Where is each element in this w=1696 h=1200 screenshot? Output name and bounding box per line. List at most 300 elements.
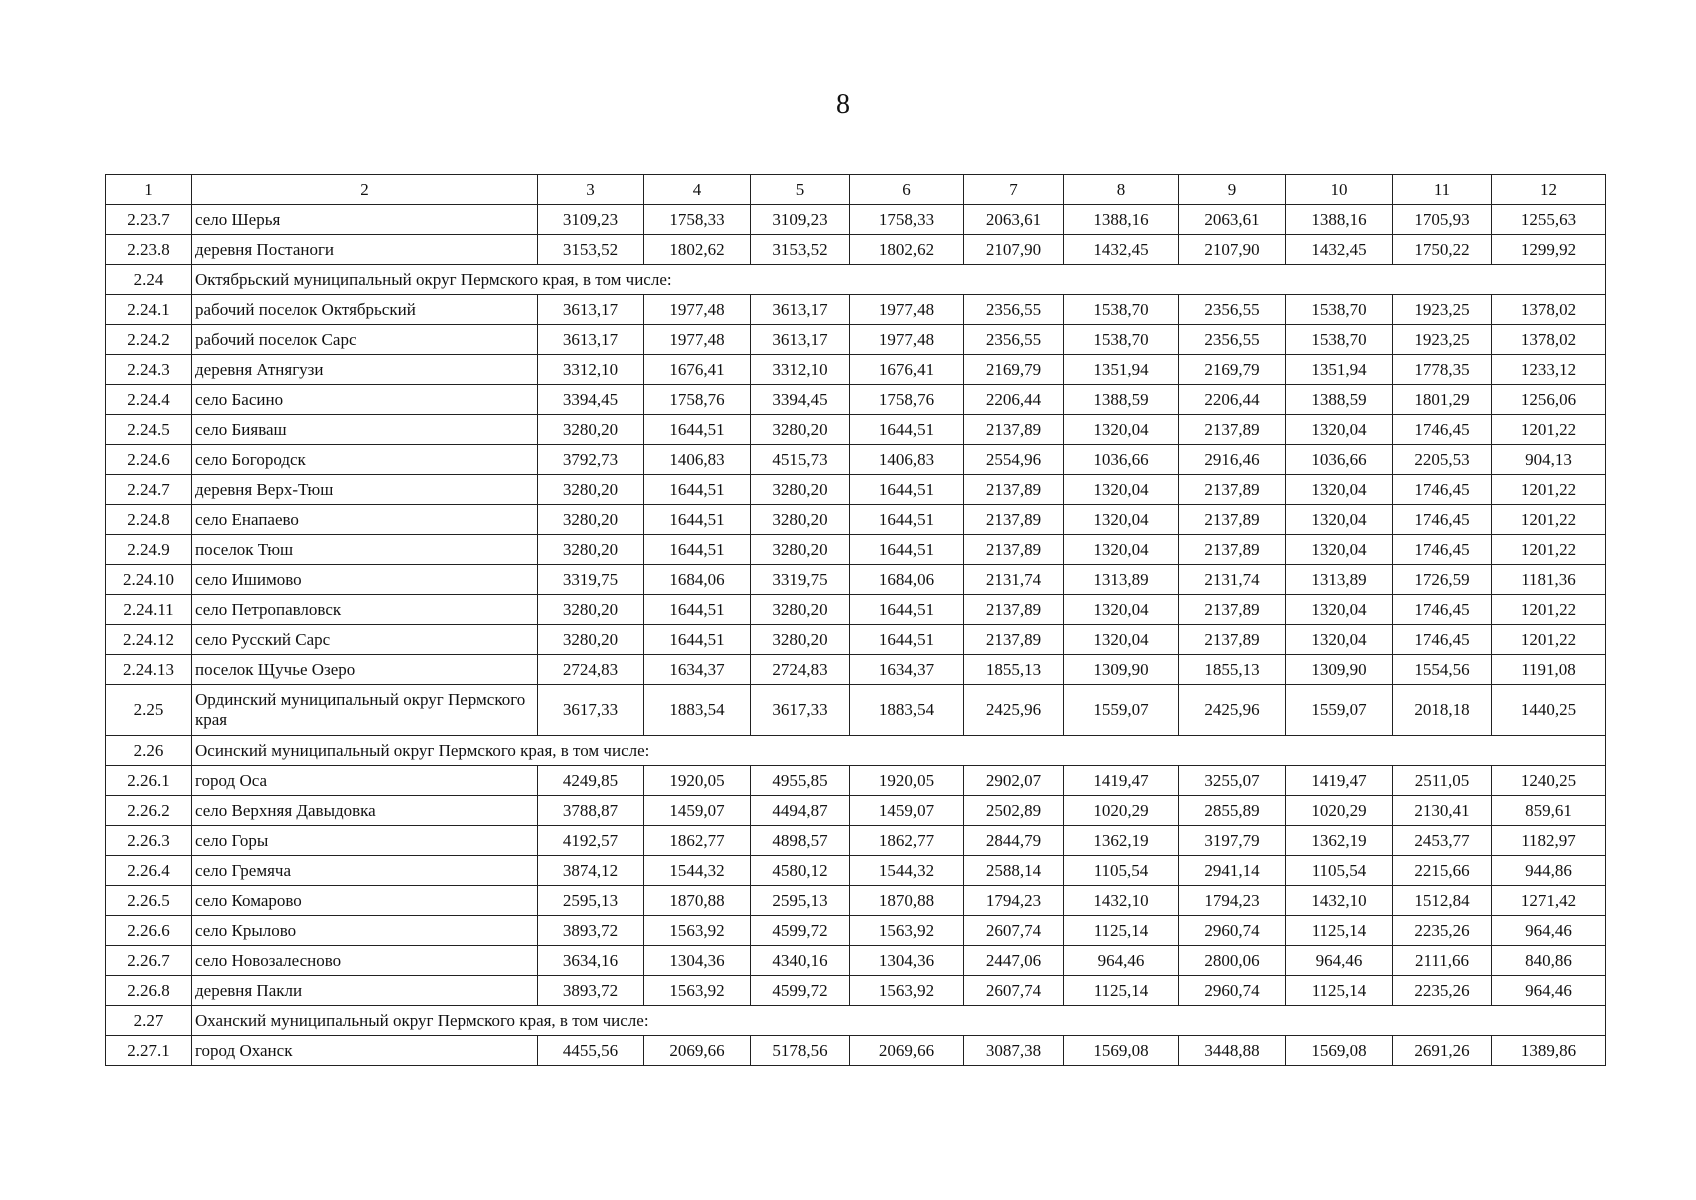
tariff-value-cell: 2356,55 xyxy=(1179,325,1286,355)
tariff-value-cell: 1920,05 xyxy=(644,766,751,796)
row-number: 2.25 xyxy=(106,685,192,736)
tariff-value-cell: 1644,51 xyxy=(850,535,964,565)
tariff-value-cell: 1644,51 xyxy=(644,505,751,535)
tariff-value-cell: 2169,79 xyxy=(964,355,1064,385)
settlement-name: село Верхняя Давыдовка xyxy=(192,796,538,826)
settlement-name: рабочий поселок Октябрьский xyxy=(192,295,538,325)
tariff-value-cell: 1320,04 xyxy=(1064,505,1179,535)
row-number: 2.24.3 xyxy=(106,355,192,385)
table-row xyxy=(106,295,1606,325)
tariff-value-cell: 2069,66 xyxy=(644,1036,751,1066)
tariff-value-cell: 3280,20 xyxy=(751,625,850,655)
tariff-value-cell: 3109,23 xyxy=(538,205,644,235)
tariff-value-cell: 2595,13 xyxy=(538,886,644,916)
settlement-name: деревня Пакли xyxy=(192,976,538,1006)
tariff-value-cell: 1758,33 xyxy=(644,205,751,235)
tariff-value-cell: 2607,74 xyxy=(964,916,1064,946)
tariff-value-cell: 1862,77 xyxy=(850,826,964,856)
tariff-value-cell: 1802,62 xyxy=(850,235,964,265)
tariff-value-cell: 1563,92 xyxy=(850,976,964,1006)
tariff-value-cell: 3613,17 xyxy=(751,325,850,355)
tariff-value-cell: 2137,89 xyxy=(964,535,1064,565)
tariff-value-cell: 4515,73 xyxy=(751,445,850,475)
tariff-value-cell: 2137,89 xyxy=(964,475,1064,505)
tariff-value-cell: 1378,02 xyxy=(1492,325,1606,355)
tariff-value-cell: 3788,87 xyxy=(538,796,644,826)
row-number: 2.26.2 xyxy=(106,796,192,826)
tariff-value-cell: 2206,44 xyxy=(1179,385,1286,415)
tariff-value-cell: 964,46 xyxy=(1492,976,1606,1006)
tariff-value-cell: 1644,51 xyxy=(850,505,964,535)
tariff-value-cell: 1758,33 xyxy=(850,205,964,235)
tariff-value-cell: 1320,04 xyxy=(1286,505,1393,535)
settlement-name: поселок Тюш xyxy=(192,535,538,565)
tariff-value-cell: 2960,74 xyxy=(1179,976,1286,1006)
tariff-value-cell: 1554,56 xyxy=(1393,655,1492,685)
tariff-value-cell: 1304,36 xyxy=(644,946,751,976)
tariff-value-cell: 1644,51 xyxy=(644,595,751,625)
settlement-name: село Бияваш xyxy=(192,415,538,445)
row-number: 2.24.12 xyxy=(106,625,192,655)
settlement-name: село Енапаево xyxy=(192,505,538,535)
tariff-value-cell: 1320,04 xyxy=(1064,535,1179,565)
tariff-value-cell: 1240,25 xyxy=(1492,766,1606,796)
column-number-header: 9 xyxy=(1179,175,1286,205)
row-number: 2.24 xyxy=(106,265,192,295)
tariff-value-cell: 1201,22 xyxy=(1492,475,1606,505)
tariff-value-cell: 2018,18 xyxy=(1393,685,1492,736)
tariff-value-cell: 1750,22 xyxy=(1393,235,1492,265)
tariff-value-cell: 3280,20 xyxy=(538,625,644,655)
table-row xyxy=(106,625,1606,655)
tariff-value-cell: 3613,17 xyxy=(538,295,644,325)
tariff-value-cell: 1271,42 xyxy=(1492,886,1606,916)
tariff-value-cell: 1036,66 xyxy=(1286,445,1393,475)
row-number: 2.24.4 xyxy=(106,385,192,415)
tariff-value-cell: 3312,10 xyxy=(538,355,644,385)
tariff-value-cell: 2425,96 xyxy=(1179,685,1286,736)
tariff-value-cell: 1255,63 xyxy=(1492,205,1606,235)
tariff-value-cell: 4599,72 xyxy=(751,916,850,946)
tariff-value-cell: 2107,90 xyxy=(1179,235,1286,265)
table-row xyxy=(106,355,1606,385)
tariff-value-cell: 3634,16 xyxy=(538,946,644,976)
section-row xyxy=(106,265,1606,295)
tariff-value-cell: 3874,12 xyxy=(538,856,644,886)
tariff-value-cell: 2724,83 xyxy=(538,655,644,685)
tariff-value-cell: 1440,25 xyxy=(1492,685,1606,736)
tariff-value-cell: 2554,96 xyxy=(964,445,1064,475)
table-row xyxy=(106,385,1606,415)
tariff-value-cell: 1406,83 xyxy=(644,445,751,475)
tariff-value-cell: 2235,26 xyxy=(1393,916,1492,946)
tariff-value-cell: 1758,76 xyxy=(850,385,964,415)
tariff-value-cell: 3280,20 xyxy=(538,535,644,565)
tariff-value-cell: 1362,19 xyxy=(1064,826,1179,856)
tariff-value-cell: 4455,56 xyxy=(538,1036,644,1066)
tariff-value-cell: 1459,07 xyxy=(850,796,964,826)
settlement-name: деревня Верх-Тюш xyxy=(192,475,538,505)
tariff-value-cell: 1569,08 xyxy=(1286,1036,1393,1066)
tariff-value-cell: 1676,41 xyxy=(850,355,964,385)
tariff-value-cell: 2063,61 xyxy=(1179,205,1286,235)
tariff-value-cell: 2691,26 xyxy=(1393,1036,1492,1066)
tariff-value-cell: 1923,25 xyxy=(1393,295,1492,325)
row-number: 2.26.8 xyxy=(106,976,192,1006)
row-number: 2.26.5 xyxy=(106,886,192,916)
tariff-value-cell: 2137,89 xyxy=(964,415,1064,445)
tariff-value-cell: 1313,89 xyxy=(1064,565,1179,595)
settlement-name: деревня Атнягузи xyxy=(192,355,538,385)
tariff-value-cell: 1320,04 xyxy=(1286,625,1393,655)
tariff-value-cell: 2215,66 xyxy=(1393,856,1492,886)
tariff-value-cell: 3319,75 xyxy=(751,565,850,595)
settlement-name: село Горы xyxy=(192,826,538,856)
settlement-name: рабочий поселок Сарс xyxy=(192,325,538,355)
tariff-value-cell: 1538,70 xyxy=(1064,325,1179,355)
settlement-name: Ординский муниципальный округ Пермского края xyxy=(192,685,538,736)
column-number-header: 3 xyxy=(538,175,644,205)
tariff-value-cell: 1538,70 xyxy=(1286,295,1393,325)
tariff-value-cell: 3617,33 xyxy=(538,685,644,736)
settlement-name: село Богородск xyxy=(192,445,538,475)
section-title: Осинский муниципальный округ Пермского края, в том числе: xyxy=(192,736,1606,766)
tariff-value-cell: 1299,92 xyxy=(1492,235,1606,265)
tariff-value-cell: 1855,13 xyxy=(1179,655,1286,685)
tariff-value-cell: 1746,45 xyxy=(1393,595,1492,625)
column-number-header: 10 xyxy=(1286,175,1393,205)
tariff-value-cell: 1544,32 xyxy=(644,856,751,886)
settlement-name: город Оса xyxy=(192,766,538,796)
tariff-value-cell: 3613,17 xyxy=(538,325,644,355)
row-number: 2.24.5 xyxy=(106,415,192,445)
table-row xyxy=(106,565,1606,595)
tariff-value-cell: 4898,57 xyxy=(751,826,850,856)
settlement-name: село Гремяча xyxy=(192,856,538,886)
tariff-value-cell: 904,13 xyxy=(1492,445,1606,475)
tariff-value-cell: 1794,23 xyxy=(964,886,1064,916)
tariff-value-cell: 3613,17 xyxy=(751,295,850,325)
tariff-value-cell: 4249,85 xyxy=(538,766,644,796)
tariff-value-cell: 2137,89 xyxy=(1179,595,1286,625)
tariff-value-cell: 1388,59 xyxy=(1286,385,1393,415)
tariff-value-cell: 1125,14 xyxy=(1064,916,1179,946)
tariff-value-cell: 1862,77 xyxy=(644,826,751,856)
tariff-value-cell: 1802,62 xyxy=(644,235,751,265)
table-row xyxy=(106,475,1606,505)
tariff-value-cell: 2502,89 xyxy=(964,796,1064,826)
tariff-value-cell: 3280,20 xyxy=(751,505,850,535)
tariff-value-cell: 3280,20 xyxy=(538,475,644,505)
tariff-value-cell: 1559,07 xyxy=(1064,685,1179,736)
tariff-value-cell: 1320,04 xyxy=(1064,475,1179,505)
tariff-value-cell: 1538,70 xyxy=(1286,325,1393,355)
tariff-value-cell: 1201,22 xyxy=(1492,535,1606,565)
settlement-name: село Басино xyxy=(192,385,538,415)
tariff-value-cell: 3893,72 xyxy=(538,976,644,1006)
tariff-value-cell: 2107,90 xyxy=(964,235,1064,265)
tariff-value-cell: 1201,22 xyxy=(1492,415,1606,445)
table-row xyxy=(106,595,1606,625)
tariff-value-cell: 1923,25 xyxy=(1393,325,1492,355)
tariff-value-cell: 1320,04 xyxy=(1064,595,1179,625)
tariff-value-cell: 3255,07 xyxy=(1179,766,1286,796)
tariff-value-cell: 3280,20 xyxy=(751,475,850,505)
settlement-name: село Шерья xyxy=(192,205,538,235)
tariff-value-cell: 2063,61 xyxy=(964,205,1064,235)
row-number: 2.23.8 xyxy=(106,235,192,265)
tariff-value-cell: 1726,59 xyxy=(1393,565,1492,595)
tariff-value-cell: 2137,89 xyxy=(964,595,1064,625)
tariff-value-cell: 4192,57 xyxy=(538,826,644,856)
tariff-value-cell: 1563,92 xyxy=(644,976,751,1006)
row-number: 2.24.9 xyxy=(106,535,192,565)
tariff-value-cell: 1105,54 xyxy=(1064,856,1179,886)
tariff-value-cell: 944,86 xyxy=(1492,856,1606,886)
section-row xyxy=(106,736,1606,766)
settlement-name: город Оханск xyxy=(192,1036,538,1066)
tariff-value-cell: 1320,04 xyxy=(1286,535,1393,565)
row-number: 2.24.6 xyxy=(106,445,192,475)
table-row xyxy=(106,766,1606,796)
tariff-value-cell: 1309,90 xyxy=(1064,655,1179,685)
table-row xyxy=(106,235,1606,265)
tariff-value-cell: 4955,85 xyxy=(751,766,850,796)
tariff-value-cell: 1746,45 xyxy=(1393,475,1492,505)
row-number: 2.27.1 xyxy=(106,1036,192,1066)
tariff-value-cell: 964,46 xyxy=(1492,916,1606,946)
tariff-value-cell: 2595,13 xyxy=(751,886,850,916)
tariff-value-cell: 1036,66 xyxy=(1064,445,1179,475)
tariff-value-cell: 859,61 xyxy=(1492,796,1606,826)
tariff-value-cell: 1746,45 xyxy=(1393,625,1492,655)
tariff-value-cell: 1320,04 xyxy=(1286,415,1393,445)
tariff-value-cell: 1563,92 xyxy=(850,916,964,946)
tariff-value-cell: 3319,75 xyxy=(538,565,644,595)
tariff-value-cell: 3394,45 xyxy=(538,385,644,415)
tariff-value-cell: 964,46 xyxy=(1064,946,1179,976)
column-number-header: 2 xyxy=(192,175,538,205)
tariff-value-cell: 4340,16 xyxy=(751,946,850,976)
settlement-name: село Комарово xyxy=(192,886,538,916)
tariff-value-cell: 3280,20 xyxy=(751,415,850,445)
tariff-value-cell: 2844,79 xyxy=(964,826,1064,856)
tariff-value-cell: 2137,89 xyxy=(1179,475,1286,505)
settlement-name: деревня Постаноги xyxy=(192,235,538,265)
row-number: 2.24.10 xyxy=(106,565,192,595)
row-number: 2.26.4 xyxy=(106,856,192,886)
tariff-value-cell: 1419,47 xyxy=(1064,766,1179,796)
tariff-value-cell: 2724,83 xyxy=(751,655,850,685)
settlement-name: село Ишимово xyxy=(192,565,538,595)
table-row xyxy=(106,826,1606,856)
table-row xyxy=(106,976,1606,1006)
tariff-value-cell: 1746,45 xyxy=(1393,415,1492,445)
tariff-value-cell: 1644,51 xyxy=(850,625,964,655)
row-number: 2.24.11 xyxy=(106,595,192,625)
table-row xyxy=(106,655,1606,685)
tariff-value-cell: 3280,20 xyxy=(538,595,644,625)
tariff-value-cell: 3893,72 xyxy=(538,916,644,946)
tariff-value-cell: 1320,04 xyxy=(1286,595,1393,625)
tariff-value-cell: 1432,45 xyxy=(1064,235,1179,265)
tariff-value-cell: 1351,94 xyxy=(1286,355,1393,385)
tariff-value-cell: 1559,07 xyxy=(1286,685,1393,736)
table-row xyxy=(106,856,1606,886)
column-number-header: 8 xyxy=(1064,175,1179,205)
table-row xyxy=(106,1036,1606,1066)
tariff-value-cell: 1512,84 xyxy=(1393,886,1492,916)
column-number-header: 7 xyxy=(964,175,1064,205)
tariff-value-cell: 2855,89 xyxy=(1179,796,1286,826)
tariff-value-cell: 1125,14 xyxy=(1064,976,1179,1006)
tariff-value-cell: 2916,46 xyxy=(1179,445,1286,475)
row-number: 2.24.7 xyxy=(106,475,192,505)
section-title: Оханский муниципальный округ Пермского края, в том числе: xyxy=(192,1006,1606,1036)
tariff-value-cell: 1977,48 xyxy=(644,325,751,355)
tariff-value-cell: 2235,26 xyxy=(1393,976,1492,1006)
tariff-value-cell: 2960,74 xyxy=(1179,916,1286,946)
tariff-value-cell: 4494,87 xyxy=(751,796,850,826)
tariff-value-cell: 1870,88 xyxy=(644,886,751,916)
tariff-value-cell: 1794,23 xyxy=(1179,886,1286,916)
tariff-value-cell: 3280,20 xyxy=(538,415,644,445)
tariff-value-cell: 1855,13 xyxy=(964,655,1064,685)
tariff-value-cell: 1459,07 xyxy=(644,796,751,826)
tariff-value-cell: 1634,37 xyxy=(644,655,751,685)
tariff-value-cell: 1181,36 xyxy=(1492,565,1606,595)
tariff-value-cell: 1406,83 xyxy=(850,445,964,475)
row-number: 2.24.13 xyxy=(106,655,192,685)
settlement-name: село Новозалесново xyxy=(192,946,538,976)
section-title: Октябрьский муниципальный округ Пермского края, в том числе: xyxy=(192,265,1606,295)
row-number: 2.24.2 xyxy=(106,325,192,355)
table-row xyxy=(106,535,1606,565)
tariff-value-cell: 3280,20 xyxy=(751,595,850,625)
section-row xyxy=(106,1006,1606,1036)
tariff-value-cell: 1644,51 xyxy=(644,475,751,505)
tariff-value-cell: 1313,89 xyxy=(1286,565,1393,595)
tariff-value-cell: 2425,96 xyxy=(964,685,1064,736)
tariff-value-cell: 1432,10 xyxy=(1064,886,1179,916)
tariff-value-cell: 1563,92 xyxy=(644,916,751,946)
tariff-value-cell: 1419,47 xyxy=(1286,766,1393,796)
table-row xyxy=(106,886,1606,916)
settlement-name: поселок Щучье Озеро xyxy=(192,655,538,685)
tariff-value-cell: 1432,45 xyxy=(1286,235,1393,265)
tariff-value-cell: 2130,41 xyxy=(1393,796,1492,826)
tariff-value-cell: 1746,45 xyxy=(1393,505,1492,535)
tariff-value-cell: 2447,06 xyxy=(964,946,1064,976)
tariff-value-cell: 3394,45 xyxy=(751,385,850,415)
table-row xyxy=(106,205,1606,235)
tariff-value-cell: 1378,02 xyxy=(1492,295,1606,325)
settlement-name: село Крылово xyxy=(192,916,538,946)
tariff-value-cell: 3280,20 xyxy=(538,505,644,535)
column-number-header: 4 xyxy=(644,175,751,205)
table-row xyxy=(106,445,1606,475)
tariff-value-cell: 3109,23 xyxy=(751,205,850,235)
tariff-value-cell: 1569,08 xyxy=(1064,1036,1179,1066)
tariff-value-cell: 1201,22 xyxy=(1492,625,1606,655)
tariff-value-cell: 1676,41 xyxy=(644,355,751,385)
tariff-value-cell: 1801,29 xyxy=(1393,385,1492,415)
tariff-value-cell: 1191,08 xyxy=(1492,655,1606,685)
table-row xyxy=(106,505,1606,535)
row-number: 2.26.7 xyxy=(106,946,192,976)
tariff-value-cell: 1883,54 xyxy=(644,685,751,736)
tariff-value-cell: 2137,89 xyxy=(1179,625,1286,655)
tariff-value-cell: 1020,29 xyxy=(1064,796,1179,826)
row-number: 2.26.6 xyxy=(106,916,192,946)
tariff-value-cell: 1644,51 xyxy=(644,625,751,655)
tariff-value-cell: 2800,06 xyxy=(1179,946,1286,976)
tariff-table-container xyxy=(105,174,1606,1066)
tariff-value-cell: 2111,66 xyxy=(1393,946,1492,976)
tariff-value-cell: 1201,22 xyxy=(1492,505,1606,535)
tariff-value-cell: 1977,48 xyxy=(850,295,964,325)
tariff-value-cell: 2137,89 xyxy=(964,505,1064,535)
tariff-value-cell: 3448,88 xyxy=(1179,1036,1286,1066)
tariff-value-cell: 2137,89 xyxy=(964,625,1064,655)
table-body xyxy=(106,205,1606,1066)
tariff-value-cell: 1233,12 xyxy=(1492,355,1606,385)
tariff-value-cell: 2137,89 xyxy=(1179,535,1286,565)
tariff-value-cell: 1684,06 xyxy=(644,565,751,595)
tariff-value-cell: 1388,16 xyxy=(1064,205,1179,235)
tariff-table xyxy=(105,174,1606,1066)
tariff-value-cell: 2069,66 xyxy=(850,1036,964,1066)
tariff-value-cell: 3280,20 xyxy=(751,535,850,565)
tariff-value-cell: 1351,94 xyxy=(1064,355,1179,385)
tariff-value-cell: 1388,16 xyxy=(1286,205,1393,235)
settlement-name: село Петропавловск xyxy=(192,595,538,625)
row-number: 2.23.7 xyxy=(106,205,192,235)
tariff-value-cell: 1705,93 xyxy=(1393,205,1492,235)
tariff-value-cell: 2588,14 xyxy=(964,856,1064,886)
tariff-value-cell: 2902,07 xyxy=(964,766,1064,796)
tariff-value-cell: 2206,44 xyxy=(964,385,1064,415)
tariff-value-cell: 1201,22 xyxy=(1492,595,1606,625)
tariff-value-cell: 2205,53 xyxy=(1393,445,1492,475)
tariff-value-cell: 1309,90 xyxy=(1286,655,1393,685)
column-number-header: 6 xyxy=(850,175,964,205)
tariff-value-cell: 2356,55 xyxy=(964,295,1064,325)
tariff-value-cell: 2356,55 xyxy=(964,325,1064,355)
row-number: 2.26.1 xyxy=(106,766,192,796)
tariff-value-cell: 2169,79 xyxy=(1179,355,1286,385)
tariff-value-cell: 4599,72 xyxy=(751,976,850,1006)
tariff-value-cell: 1389,86 xyxy=(1492,1036,1606,1066)
table-row xyxy=(106,796,1606,826)
tariff-value-cell: 1644,51 xyxy=(850,595,964,625)
tariff-value-cell: 1388,59 xyxy=(1064,385,1179,415)
tariff-value-cell: 1883,54 xyxy=(850,685,964,736)
tariff-value-cell: 3153,52 xyxy=(751,235,850,265)
column-number-header: 1 xyxy=(106,175,192,205)
tariff-value-cell: 1778,35 xyxy=(1393,355,1492,385)
tariff-value-cell: 2131,74 xyxy=(964,565,1064,595)
tariff-value-cell: 1977,48 xyxy=(644,295,751,325)
tariff-value-cell: 1544,32 xyxy=(850,856,964,886)
table-row xyxy=(106,325,1606,355)
tariff-value-cell: 3197,79 xyxy=(1179,826,1286,856)
tariff-value-cell: 3153,52 xyxy=(538,235,644,265)
tariff-value-cell: 3312,10 xyxy=(751,355,850,385)
column-number-header: 5 xyxy=(751,175,850,205)
tariff-value-cell: 1304,36 xyxy=(850,946,964,976)
tariff-value-cell: 1320,04 xyxy=(1064,415,1179,445)
